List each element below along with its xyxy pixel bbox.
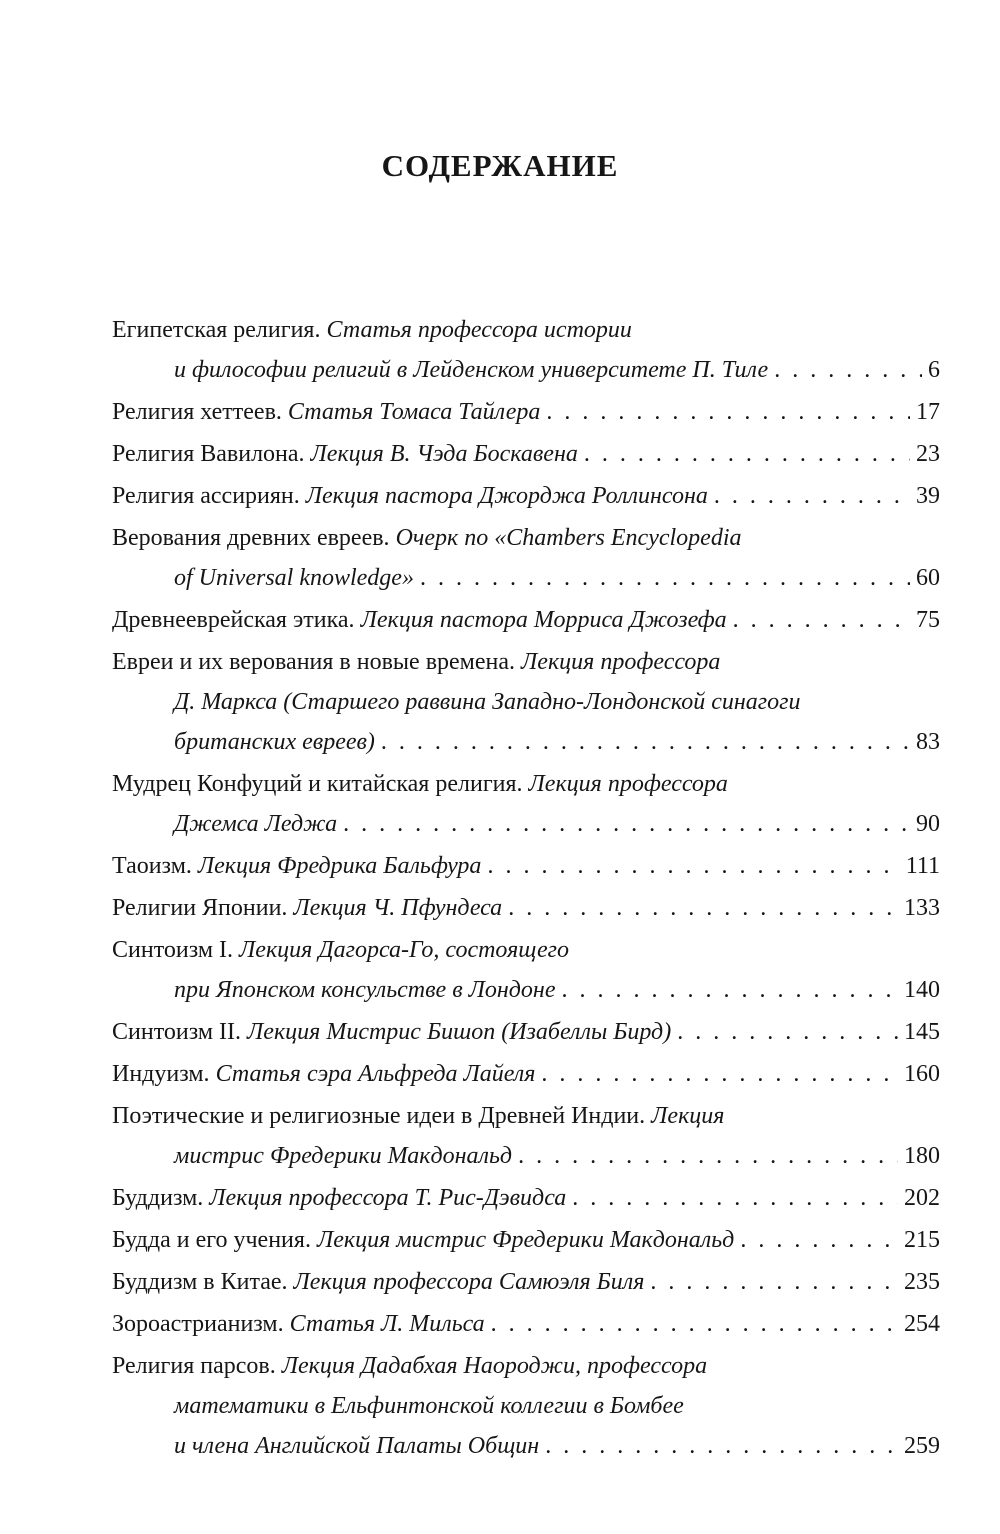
chapter-author-note: Лекция Дагорса-Го, состоящего xyxy=(239,937,569,963)
dot-leader xyxy=(572,1178,898,1218)
toc-entry xyxy=(112,1220,940,1260)
page-number: 145 xyxy=(904,1019,940,1045)
toc-entry-line xyxy=(112,642,940,682)
dot-leader xyxy=(561,970,898,1010)
toc-entry-line xyxy=(112,518,940,558)
chapter-author-note: Статья сэра Альфреда Лайеля xyxy=(215,1061,536,1087)
toc-entry xyxy=(112,888,940,928)
chapter-author-note: Лекция мистрис Фредерики Макдональд xyxy=(316,1227,735,1253)
dot-leader xyxy=(714,476,910,516)
toc-entry-line xyxy=(112,1386,940,1426)
page-number: 140 xyxy=(904,977,940,1003)
toc-entry xyxy=(112,1054,940,1094)
dot-leader xyxy=(650,1262,898,1302)
chapter-title: Евреи и их верования в новые времена. xyxy=(112,649,516,675)
dot-leader xyxy=(518,1136,898,1176)
toc-entry-line xyxy=(112,1426,940,1466)
chapter-author-note: Лекция Ч. Пфундеса xyxy=(293,895,503,921)
chapter-author-note: of Universal knowledge» xyxy=(174,565,414,591)
page-number: 202 xyxy=(904,1185,940,1211)
toc-entry-line xyxy=(112,476,940,516)
toc-entry-line xyxy=(112,1054,940,1094)
toc-entry-line xyxy=(112,1178,940,1218)
chapter-author-note: Лекция пастора Морриса Джозефа xyxy=(360,607,727,633)
toc-entry xyxy=(112,392,940,432)
chapter-title: Таоизм. xyxy=(112,853,192,879)
chapter-title: Религия парсов. xyxy=(112,1353,276,1379)
toc-entry-line xyxy=(112,1346,940,1386)
dot-leader xyxy=(740,1220,898,1260)
dot-leader xyxy=(487,846,899,886)
dot-leader xyxy=(545,1426,898,1466)
toc-entry-line xyxy=(112,1220,940,1260)
page-number: 160 xyxy=(904,1061,940,1087)
chapter-author-note: мистрис Фредерики Макдональд xyxy=(174,1143,513,1169)
toc-entry xyxy=(112,1304,940,1344)
chapter-title: Религия Вавилона. xyxy=(112,441,305,467)
chapter-title: Буддизм в Китае. xyxy=(112,1269,288,1295)
toc-entry-line xyxy=(112,846,940,886)
toc-entry-line xyxy=(112,1012,940,1052)
chapter-author-note: математики в Ельфинтонской коллегии в Бомбее xyxy=(174,1393,684,1419)
chapter-title: Будда и его учения. xyxy=(112,1227,311,1253)
chapter-author-note: Статья Л. Мильса xyxy=(289,1311,485,1337)
dot-leader xyxy=(677,1012,898,1052)
toc-entry-line xyxy=(112,682,940,722)
chapter-title: Египетская религия. xyxy=(112,317,321,343)
toc-entry-line xyxy=(112,310,940,350)
toc-entry xyxy=(112,1012,940,1052)
toc-entry xyxy=(112,1262,940,1302)
page-number: 60 xyxy=(916,565,940,591)
chapter-author-note: Лекция Дадабхая Наороджи, профессора xyxy=(281,1353,708,1379)
toc-entry-line xyxy=(112,1136,940,1176)
chapter-title: Религия ассириян. xyxy=(112,483,300,509)
toc-entry-line xyxy=(112,804,940,844)
toc-entry xyxy=(112,764,940,844)
page-number: 75 xyxy=(916,607,940,633)
table-of-contents xyxy=(112,310,940,1468)
dot-leader xyxy=(541,1054,898,1094)
chapter-author-note: Лекция пастора Джорджа Роллинсона xyxy=(305,483,708,509)
toc-entry xyxy=(112,1346,940,1466)
chapter-title: Буддизм. xyxy=(112,1185,204,1211)
toc-entry xyxy=(112,518,940,598)
toc-entry xyxy=(112,310,940,390)
toc-entry-line xyxy=(112,970,940,1010)
chapter-author-note: Статья Томаса Тайлера xyxy=(287,399,541,425)
dot-leader xyxy=(546,392,910,432)
toc-entry-line xyxy=(112,392,940,432)
dot-leader xyxy=(491,1304,898,1344)
page-number: 23 xyxy=(916,441,940,467)
toc-entry xyxy=(112,930,940,1010)
page-number: 90 xyxy=(916,811,940,837)
toc-entry-line xyxy=(112,1096,940,1136)
page-number: 111 xyxy=(905,853,940,879)
chapter-author-note: при Японском консульстве в Лондоне xyxy=(174,977,556,1003)
chapter-author-note: Лекция Мистрис Бишоп (Изабеллы Бирд) xyxy=(247,1019,672,1045)
chapter-title: Верования древних евреев. xyxy=(112,525,390,551)
toc-entry-line xyxy=(112,1304,940,1344)
page-number: 83 xyxy=(916,729,940,755)
chapter-author-note: и философии религий в Лейденском университете П. Тиле xyxy=(174,357,769,383)
toc-entry-line xyxy=(112,558,940,598)
chapter-author-note: и члена Английской Палаты Общин xyxy=(174,1433,540,1459)
page-number: 6 xyxy=(928,357,940,383)
dot-leader xyxy=(584,434,910,474)
toc-entry-line xyxy=(112,434,940,474)
chapter-author-note: Лекция Фредрика Бальфура xyxy=(197,853,482,879)
page-number: 133 xyxy=(904,895,940,921)
chapter-author-note: Статья профессора истории xyxy=(326,317,632,343)
page-number: 215 xyxy=(904,1227,940,1253)
page-number: 254 xyxy=(904,1311,940,1337)
toc-entry xyxy=(112,1096,940,1176)
chapter-author-note: Д. Маркса (Старшего раввина Западно-Лондонской синагоги xyxy=(174,689,801,715)
toc-entry-line xyxy=(112,1262,940,1302)
toc-entry xyxy=(112,846,940,886)
chapter-title: Религия хеттеев. xyxy=(112,399,282,425)
page-number: 235 xyxy=(904,1269,940,1295)
dot-leader xyxy=(733,600,910,640)
chapter-author-note: Лекция профессора Самюэля Биля xyxy=(293,1269,645,1295)
chapter-title: Синтоизм II. xyxy=(112,1019,242,1045)
chapter-title: Поэтические и религиозные идеи в Древней Индии. xyxy=(112,1103,646,1129)
chapter-title: Синтоизм I. xyxy=(112,937,234,963)
chapter-author-note: Очерк по «Chambers Encyclopedia xyxy=(395,525,742,551)
chapter-title: Индуизм. xyxy=(112,1061,210,1087)
toc-entry xyxy=(112,1178,940,1218)
chapter-author-note: Лекция профессора xyxy=(528,771,728,797)
chapter-author-note: Джемса Леджа xyxy=(174,811,338,837)
dot-leader xyxy=(420,558,910,598)
page-number: 39 xyxy=(916,483,940,509)
chapter-author-note: британских евреев) xyxy=(174,729,375,755)
page-number: 259 xyxy=(904,1433,940,1459)
toc-entry xyxy=(112,434,940,474)
chapter-author-note: Лекция В. Чэда Боскавена xyxy=(310,441,578,467)
page-number: 180 xyxy=(904,1143,940,1169)
dot-leader xyxy=(343,804,910,844)
chapter-title: Зороастрианизм. xyxy=(112,1311,284,1337)
page-title: СОДЕРЖАНИЕ xyxy=(381,148,619,183)
dot-leader xyxy=(508,888,898,928)
dot-leader xyxy=(774,350,922,390)
chapter-author-note: Лекция профессора Т. Рис-Дэвидса xyxy=(209,1185,567,1211)
chapter-title: Древнееврейская этика. xyxy=(112,607,355,633)
toc-entry-line xyxy=(112,722,940,762)
chapter-author-note: Лекция xyxy=(651,1103,725,1129)
toc-entry xyxy=(112,600,940,640)
chapter-author-note: Лекция профессора xyxy=(521,649,721,675)
toc-entry-line xyxy=(112,350,940,390)
chapter-title: Религии Японии. xyxy=(112,895,288,921)
chapter-title: Мудрец Конфуций и китайская религия. xyxy=(112,771,523,797)
toc-entry-line xyxy=(112,930,940,970)
toc-entry-line xyxy=(112,764,940,804)
toc-entry-line xyxy=(112,600,940,640)
toc-entry xyxy=(112,476,940,516)
dot-leader xyxy=(381,722,910,762)
toc-entry-line xyxy=(112,888,940,928)
page-number: 17 xyxy=(916,399,940,425)
toc-entry xyxy=(112,642,940,762)
